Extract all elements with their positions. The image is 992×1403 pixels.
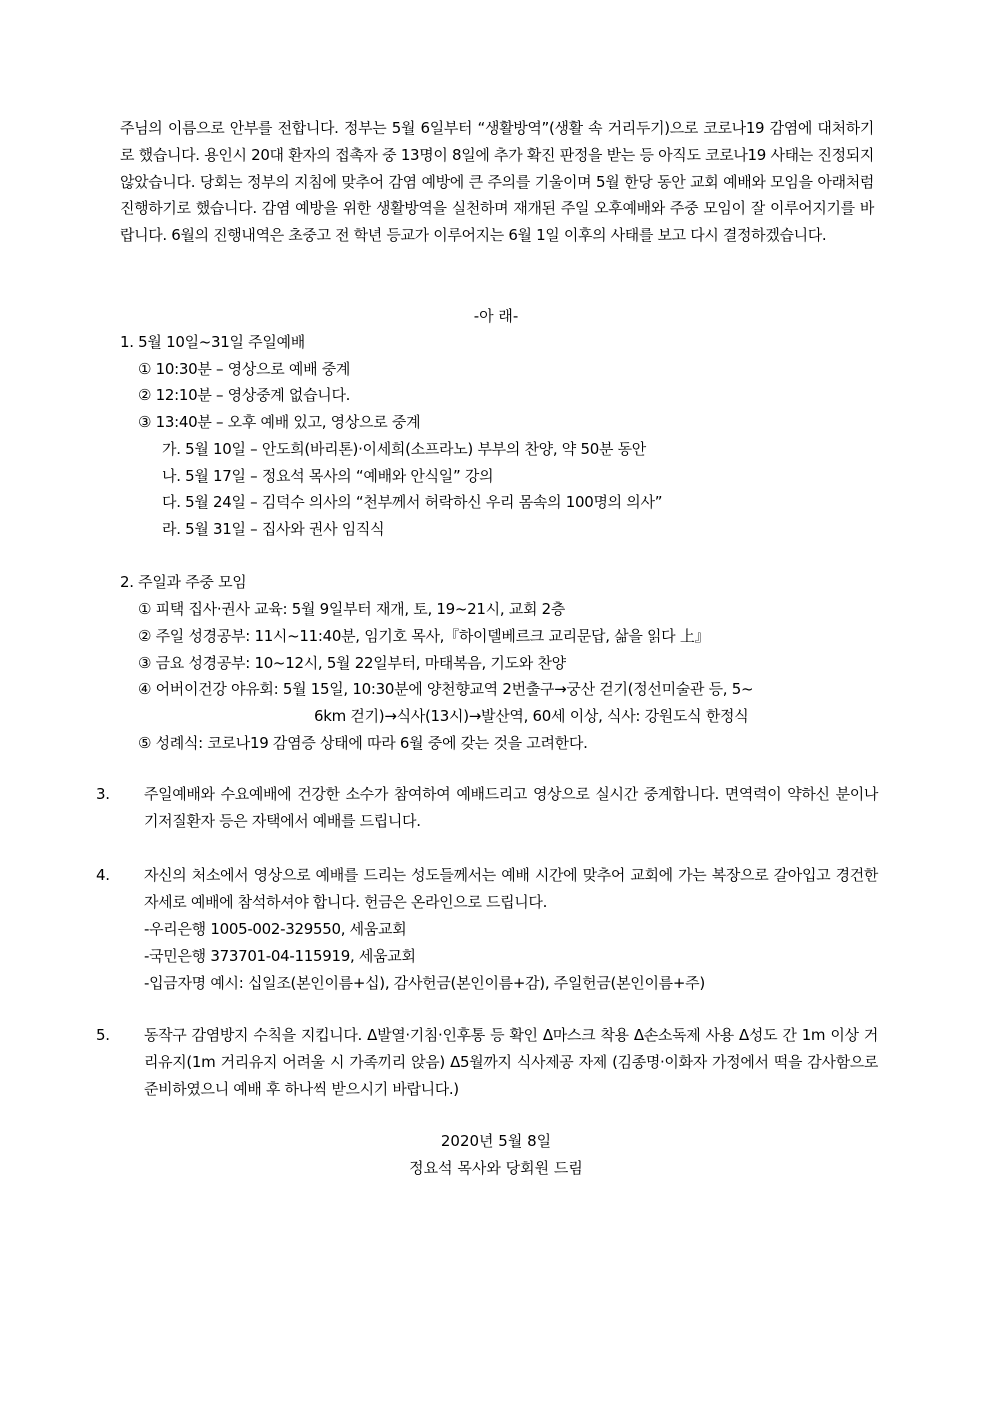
section-2-item: ① 피택 집사·권사 교육: 5월 9일부터 재개, 토, 19~21시, 교회 2층 [138, 600, 566, 618]
section-1-item: ③ 13:40분 – 오후 예배 있고, 영상으로 중계 [138, 413, 421, 431]
letter-signature: 정요석 목사와 당회원 드림 [409, 1159, 583, 1177]
section-1-subitem: 나. 5월 17일 – 정요석 목사의 “예배와 안식일” 강의 [162, 467, 494, 485]
section-4 [96, 862, 878, 916]
section-2-item: ② 주일 성경공부: 11시~11:40분, 임기호 목사,『하이델베르크 교리문답, 삶을 읽다 上』 [138, 627, 710, 645]
section-3 [96, 781, 878, 835]
section-1-subitem: 라. 5월 31일 – 집사와 권사 임직식 [162, 520, 385, 538]
section-5 [96, 1022, 878, 1102]
section-5-number: 5. [96, 1026, 110, 1044]
section-2-title: 2. 주일과 주중 모임 [120, 573, 247, 591]
depositor-name-example: -입금자명 예시: 십일조(본인이름+십), 감사헌금(본인이름+감), 주일헌금(본인이름+주) [144, 974, 705, 992]
section-2-item: ④ 어버이건강 야유회: 5월 15일, 10:30분에 양천향교역 2번출구→궁산 걷기(정선미술관 등, 5~ [138, 680, 754, 698]
bank-account-line: -국민은행 373701-04-115919, 세움교회 [144, 947, 416, 965]
section-3-number: 3. [96, 785, 110, 803]
section-2-item: ③ 금요 성경공부: 10~12시, 5월 22일부터, 마태복음, 기도와 찬양 [138, 654, 566, 672]
section-3-text: 주일예배와 수요예배에 건강한 소수가 참여하여 예배드리고 영상으로 실시간 중계합니다. 면역력이 약하신 분이나 기저질환자 등은 자택에서 예배를 드립니다. [144, 785, 878, 830]
letter-date: 2020년 5월 8일 [440, 1132, 552, 1150]
section-1-subitem: 가. 5월 10일 – 안도희(바리톤)·이세희(소프라노) 부부의 찬양, 약 50분 동안 [162, 440, 646, 458]
section-1-title: 1. 5월 10일~31일 주일예배 [120, 333, 305, 351]
section-1-subitem: 다. 5월 24일 – 김덕수 의사의 “천부께서 허락하신 우리 몸속의 100명의 의사” [162, 493, 663, 511]
section-2-item: ⑤ 성례식: 코로나19 감염증 상태에 따라 6월 중에 갖는 것을 고려한다. [138, 734, 588, 752]
bank-account-line: -우리은행 1005-002-329550, 세움교회 [144, 920, 407, 938]
section-5-text: 동작구 감염방지 수칙을 지킵니다. Δ발열·기침·인후통 등 확인 Δ마스크 착용 Δ손소독제 사용 Δ성도 간 1m 이상 거리유지(1m 거리유지 어려울 시 가족끼리 앉음) Δ5월까지 식사제공 자제 (김종명·이화자 가정에서 떡을 감사함으로 준비하였으니 예배 후 하나씩 받으시기 바랍니다.) [144, 1026, 878, 1098]
section-4-text: 자신의 처소에서 영상으로 예배를 드리는 성도들께서는 예배 시간에 맞추어 교회에 가는 복장으로 갈아입고 경건한 자세로 예배에 참석하셔야 합니다. 헌금은 온라인으로 드립니다. [144, 866, 878, 911]
section-1-item: ① 10:30분 – 영상으로 예배 중계 [138, 360, 351, 378]
section-4-number: 4. [96, 866, 110, 884]
section-1-item: ② 12:10분 – 영상중계 없습니다. [138, 386, 351, 404]
intro-paragraph: 주님의 이름으로 안부를 전합니다. 정부는 5월 6일부터 “생활방역”(생활 속 거리두기)으로 코로나19 감염에 대처하기로 했습니다. 용인시 20대 환자의 접촉자 중 13명이 8일에 추가 확진 판정을 받는 등 아직도 코로나19 사태는 진정되지 않았습니다. 당회는 정부의 지침에 맞추어 감염 예방에 큰 주의를 기울이며 5월 한당 동안 교회 예배와 모임을 아래처럼 진행하기로 했습니다. 감염 예방을 위한 생활방역을 실천하며 재개된 주일 오후예배와 주중 모임이 잘 이루어지기를 바랍니다. 6월의 진행내역은 초중고 전 학년 등교가 이루어지는 6월 1일 이후의 사태를 보고 다시 결정하겠습니다. [120, 119, 874, 245]
section-2-item-continuation: 6km 걷기)→식사(13시)→발산역, 60세 이상, 식사: 강원도식 한정식 [314, 707, 749, 725]
section-heading: -아 래- [473, 307, 519, 325]
